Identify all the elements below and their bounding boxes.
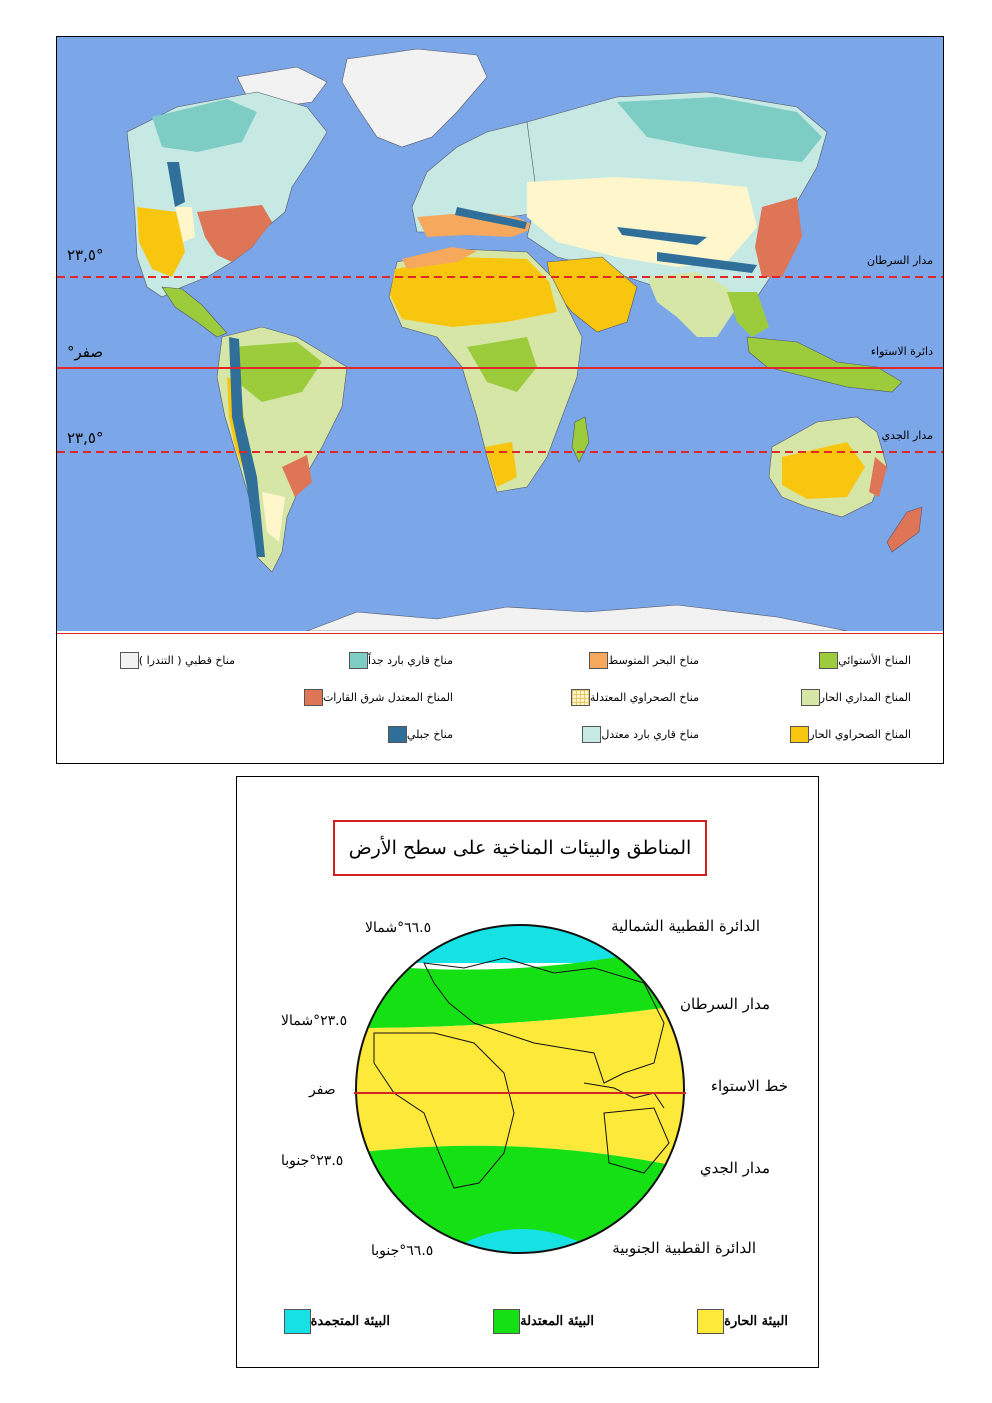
legend-hot-desert xyxy=(784,726,911,743)
lat-zero: صفر xyxy=(309,1082,336,1098)
legend-swatch-temperate-desert xyxy=(571,689,590,706)
legend-swatch-tropical xyxy=(801,689,820,706)
legend-swatch-east-temperate xyxy=(304,689,323,706)
legend-swatch-env-frozen xyxy=(284,1309,311,1334)
legend-swatch-mediterranean xyxy=(589,652,608,669)
lat-north-66: ٦٦.٥°شمالا xyxy=(365,920,432,936)
legend-env-temperate xyxy=(485,1309,594,1334)
legend-label-env-temperate: البيئة المعتدلة xyxy=(520,1314,594,1329)
legend-swatch-hot-desert xyxy=(790,726,809,743)
tropic-of-cancer-label: مدار السرطان xyxy=(866,254,933,267)
legend-swatch-polar xyxy=(120,652,139,669)
legend-label-mediterranean: مناخ البحر المتوسط xyxy=(608,654,699,667)
legend-swatch-equatorial xyxy=(819,652,838,669)
lat-south-23: ٢٣.٥°جنوبا xyxy=(281,1153,344,1169)
legend-env-frozen xyxy=(276,1309,390,1334)
equator-degree: صفر° xyxy=(67,343,104,361)
legend-label-mountain: مناخ جبلي xyxy=(406,728,453,741)
legend-label-tropical: المناخ المداري الحار xyxy=(819,691,911,704)
equator-label: دائرة الاستواء xyxy=(870,345,933,358)
legend-mountain xyxy=(382,726,453,743)
legend-temperate-desert xyxy=(565,689,699,706)
legend-polar xyxy=(114,652,235,669)
globe-band-hot xyxy=(354,1005,686,1168)
legend-swatch-env-hot xyxy=(697,1309,724,1334)
lat-north-23: ٢٣.٥°شمالا xyxy=(281,1013,348,1029)
world-climate-map-panel xyxy=(56,36,944,764)
legend-swatch-env-temperate xyxy=(493,1309,520,1334)
legend-env-hot xyxy=(689,1309,788,1334)
globe-diagram xyxy=(354,923,686,1255)
legend-label-env-frozen: البيئة المتجمدة xyxy=(310,1314,390,1329)
legend-label-cold-temperate-continental: مناخ قاري بارد معتدل xyxy=(601,728,699,741)
legend-tropical xyxy=(795,689,911,706)
label-arctic-circle: الدائرة القطبية الشمالية xyxy=(611,917,760,935)
legend-label-polar: مناخ قطبي ( التندرا ) xyxy=(138,654,235,667)
legend-very-cold-continental xyxy=(343,652,453,669)
climate-environments-panel xyxy=(236,776,819,1368)
legend-swatch-mountain xyxy=(388,726,407,743)
climate-legend xyxy=(57,633,943,764)
label-antarctic-circle: الدائرة القطبية الجنوبية xyxy=(612,1239,756,1257)
legend-swatch-very-cold-continental xyxy=(349,652,368,669)
world-climate-map xyxy=(57,37,943,631)
tropic-of-capricorn-label: مدار الجدي xyxy=(881,429,933,442)
label-tropic-capricorn: مدار الجدي xyxy=(699,1159,770,1177)
legend-cold-temperate-continental xyxy=(576,726,699,743)
tropic-of-capricorn-degree: °٢٣,٥ xyxy=(67,429,104,447)
legend-equatorial xyxy=(813,652,911,669)
label-tropic-cancer: مدار السرطان xyxy=(679,995,770,1013)
legend-label-east-temperate: المناخ المعتدل شرق القارات xyxy=(322,691,453,704)
legend-label-very-cold-continental: مناخ قاري بارد جداً xyxy=(368,654,453,667)
label-equator: خط الاستواء xyxy=(710,1077,788,1095)
legend-swatch-cold-temperate-continental xyxy=(582,726,601,743)
tropic-of-cancer-degree: °٢٣,٥ xyxy=(67,246,104,264)
lat-south-66: ٦٦.٥°جنوبا xyxy=(371,1243,434,1259)
legend-label-hot-desert: المناخ الصحراوي الحار xyxy=(809,728,911,741)
legend-east-temperate xyxy=(298,689,453,706)
legend-label-equatorial: المناخ الأستوائي xyxy=(838,654,911,667)
legend-label-env-hot: البيئة الحارة xyxy=(724,1314,788,1329)
panel-title: المناطق والبيئات المناخية على سطح الأرض xyxy=(333,820,707,876)
legend-label-temperate-desert: مناخ الصحراوي المعتدلة xyxy=(589,691,699,704)
legend-mediterranean xyxy=(583,652,699,669)
